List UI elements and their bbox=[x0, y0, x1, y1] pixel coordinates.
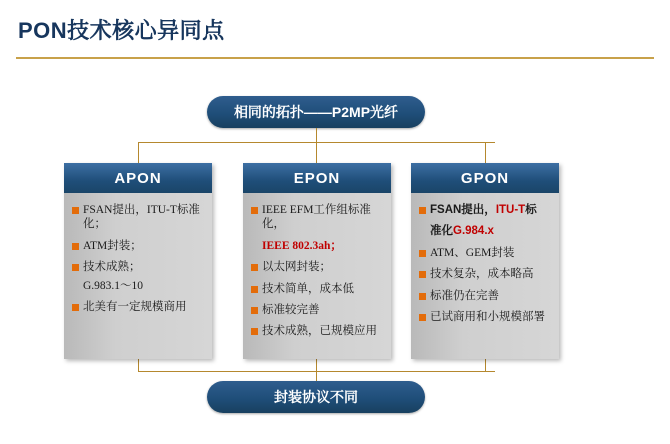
list-item bbox=[72, 260, 204, 274]
bullet-square-icon bbox=[419, 293, 426, 300]
title-bar bbox=[0, 0, 670, 62]
page-title: PON技术核心异同点 bbox=[18, 18, 225, 43]
list-item bbox=[419, 246, 551, 260]
column-epon-body bbox=[243, 193, 391, 359]
bullet-continuation-label: 准化 bbox=[430, 225, 453, 238]
bullet-square-icon bbox=[251, 264, 258, 271]
list-item-highlight bbox=[251, 239, 383, 253]
bullet-label: 技术简单，成本低 bbox=[262, 282, 354, 295]
bullet-label: 已试商用和小规模部署 bbox=[430, 310, 545, 323]
list-item bbox=[72, 203, 204, 232]
bullet-label: 技术复杂，成本略高 bbox=[430, 268, 534, 281]
list-item bbox=[419, 289, 551, 303]
list-item bbox=[251, 303, 383, 317]
list-item bbox=[251, 203, 383, 232]
connector-top-to-gpon bbox=[485, 142, 486, 163]
bullet-square-icon bbox=[419, 314, 426, 321]
connector-top-to-epon bbox=[316, 142, 317, 163]
list-item-continuation bbox=[419, 224, 551, 238]
bullet-square-icon bbox=[419, 271, 426, 278]
list-item bbox=[419, 203, 551, 217]
bullet-square-icon bbox=[72, 304, 79, 311]
bullet-square-icon bbox=[72, 243, 79, 250]
bullet-label: 北美有一定规模商用 bbox=[83, 300, 187, 313]
bullet-square-icon bbox=[72, 264, 79, 271]
bullet-label: 以太网封装； bbox=[262, 261, 331, 274]
column-apon-header: APON bbox=[64, 163, 212, 193]
column-apon bbox=[64, 163, 212, 359]
column-epon bbox=[243, 163, 391, 359]
connector-gpon-to-bottom bbox=[485, 359, 486, 371]
bullet-continuation-composite bbox=[430, 224, 494, 238]
bullet-square-icon bbox=[251, 286, 258, 293]
bottom-banner bbox=[207, 381, 425, 413]
top-banner bbox=[207, 96, 425, 128]
bullet-square-icon bbox=[419, 250, 426, 257]
connector-top-stem bbox=[316, 128, 317, 142]
list-item bbox=[72, 239, 204, 253]
bullet-label: IEEE EFM工作组标准化， bbox=[262, 204, 371, 231]
column-gpon-body bbox=[411, 193, 559, 359]
bullet-highlight-label: ITU-T bbox=[495, 204, 526, 216]
list-item bbox=[251, 260, 383, 274]
bullet-label: ATM、GEM封装 bbox=[430, 246, 515, 259]
top-banner-label: 相同的拓扑——P2MP光纤 bbox=[233, 104, 399, 120]
bullet-square-icon bbox=[72, 207, 79, 214]
connector-epon-to-bottom bbox=[316, 359, 317, 371]
list-item bbox=[419, 310, 551, 324]
bullet-square-icon bbox=[251, 207, 258, 214]
bullet-square-icon bbox=[251, 328, 258, 335]
bullet-label: 技术成熟，已规模应用 bbox=[262, 325, 377, 338]
bullet-square-icon bbox=[419, 207, 426, 214]
column-epon-header: EPON bbox=[243, 163, 391, 193]
bullet-label: 标准仍在完善 bbox=[430, 289, 499, 302]
bullet-label: FSAN提出， bbox=[430, 204, 496, 216]
list-item bbox=[251, 324, 383, 338]
bullet-highlight-label: IEEE 802.3ah； bbox=[262, 239, 342, 252]
bullet-continuation: G.983.1～10 bbox=[83, 279, 144, 292]
bullet-label: ATM封装； bbox=[83, 239, 142, 252]
column-gpon-header: GPON bbox=[411, 163, 559, 193]
title-divider bbox=[16, 57, 654, 59]
bullet-label: 标准较完善 bbox=[262, 303, 320, 316]
connector-apon-to-bottom bbox=[138, 359, 139, 371]
bullet-label: 技术成熟； bbox=[83, 261, 141, 274]
list-item bbox=[251, 282, 383, 296]
bullet-label-composite bbox=[430, 203, 537, 217]
list-item bbox=[419, 267, 551, 281]
column-apon-body bbox=[64, 193, 212, 359]
bullet-label-suffix: 标 bbox=[525, 204, 537, 216]
bottom-banner-label: 封装协议不同 bbox=[274, 389, 358, 405]
list-item bbox=[72, 300, 204, 314]
column-gpon bbox=[411, 163, 559, 359]
bullet-highlight-label: G.984.x bbox=[453, 225, 494, 238]
bullet-square-icon bbox=[251, 307, 258, 314]
connector-top-to-apon bbox=[138, 142, 139, 163]
bullet-label: FSAN提出，ITU-T标准化； bbox=[83, 204, 200, 231]
